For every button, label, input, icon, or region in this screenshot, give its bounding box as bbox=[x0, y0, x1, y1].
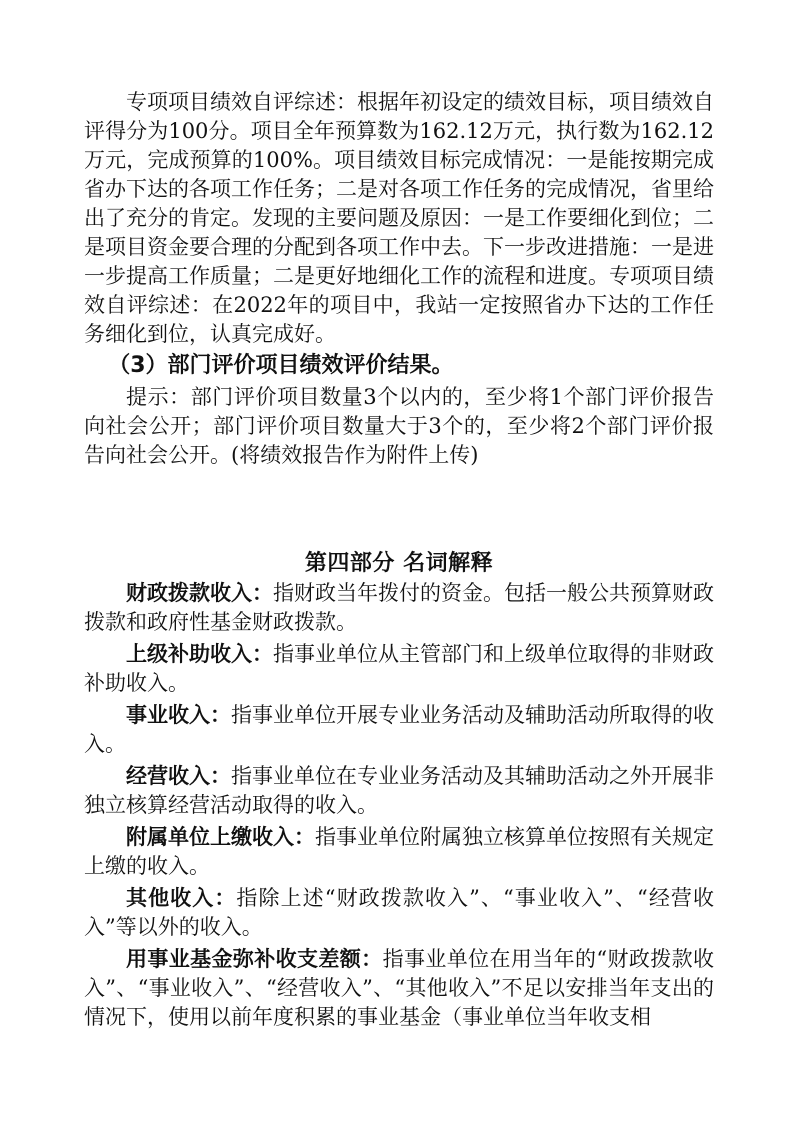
term-definition: 指事业单位在专业业务活动及其辅助活动之外开展非独立核算经营活动取得的收入。 bbox=[84, 764, 714, 817]
term-definition: 指事业单位附属独立核算单位按照有关规定上缴的收入。 bbox=[84, 825, 714, 878]
glossary-term-fiscal-appropriation bbox=[84, 579, 714, 637]
section-3-tip: 提示：部门评价项目数量3个以内的，至少将1个部门评价报告向社会公开；部门评价项目数量大于3个的，至少将2个部门评价报告向社会公开。(将绩效报告作为附件上传) bbox=[84, 385, 714, 467]
glossary-term-business-income bbox=[84, 701, 714, 759]
term-definition: 指财政当年拨付的资金。包括一般公共预算财政拨款和政府性基金财政拨款。 bbox=[84, 581, 714, 634]
term-name: 财政拨款收入： bbox=[126, 581, 273, 605]
section-3-heading: （3）部门评价项目绩效评价结果。 bbox=[108, 353, 454, 378]
term-name: 用事业基金弥补收支差额： bbox=[126, 947, 383, 971]
glossary-term-fund-offset bbox=[84, 945, 714, 1032]
term-name: 附属单位上缴收入： bbox=[126, 825, 315, 849]
performance-summary-paragraph: 专项项目绩效自评综述：根据年初设定的绩效目标，项目绩效自评得分为100分。项目全年预算数为162.12万元，执行数为162.12万元，完成预算的100%。项目绩效目标完成情况：一是能按期完成省办下达的各项工作任务；二是对各项工作任务的完成情况，省里给出了充分的肯定。发现的主要问题及原因：一是工作要细化到位；二是项目资金要合理的分配到各项工作中去。下一步改进措施：一是进一步提高工作质量；二是更好地细化工作的流程和进度。专项项目绩效自评综述：在2022年的项目中，我站一定按照省办下达的工作任务细化到位，认真完成好。 bbox=[84, 90, 714, 346]
glossary-list bbox=[84, 579, 714, 1032]
glossary-term-other-income bbox=[84, 884, 714, 942]
term-name: 上级补助收入： bbox=[126, 642, 273, 666]
term-name: 事业收入： bbox=[126, 703, 231, 727]
glossary-term-affiliate-remittance bbox=[84, 823, 714, 881]
term-definition: 指事业单位开展专业业务活动及辅助活动所取得的收入。 bbox=[84, 703, 714, 756]
term-definition: 指事业单位从主管部门和上级单位取得的非财政补助收入。 bbox=[84, 642, 714, 695]
term-definition: 指事业单位在用当年的“财政拨款收入”、“事业收入”、“经营收入”、“其他收入”不足以安排当年支出的情况下，使用以前年度积累的事业基金（事业单位当年收支相 bbox=[84, 947, 714, 1029]
part-4-title: 第四部分 名词解释 bbox=[304, 551, 494, 576]
term-name: 经营收入： bbox=[126, 764, 231, 788]
document-page bbox=[84, 88, 714, 1032]
term-name: 其他收入： bbox=[126, 886, 237, 910]
glossary-term-operating-income bbox=[84, 762, 714, 820]
term-definition: 指除上述“财政拨款收入”、“事业收入”、“经营收入”等以外的收入。 bbox=[84, 886, 714, 939]
glossary-term-superior-subsidy bbox=[84, 640, 714, 698]
